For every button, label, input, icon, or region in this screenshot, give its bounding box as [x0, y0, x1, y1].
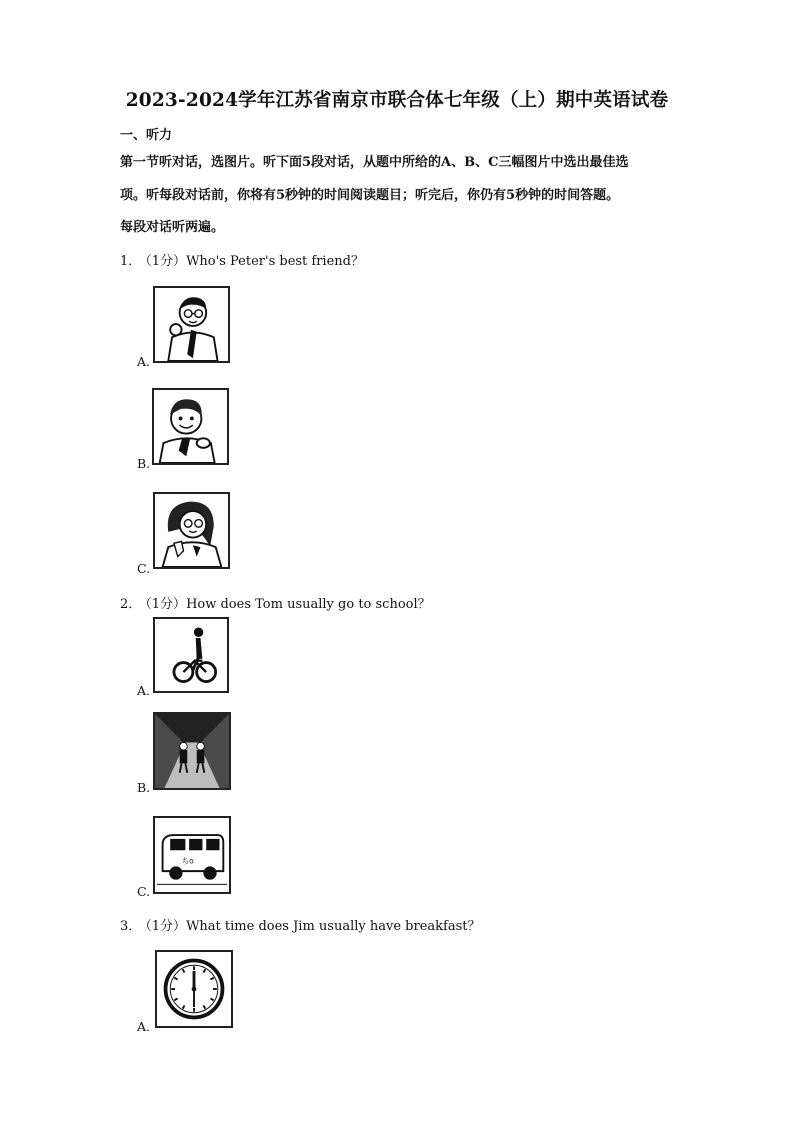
children-walking-icon[interactable]	[153, 712, 231, 790]
svg-text:ちo: ちo	[181, 856, 194, 866]
bicycle-rider-icon[interactable]	[153, 617, 229, 693]
instruction-line-2: 项。听每段对话前，你将有5秒钟的时间阅读题目；听完后，你仍有5秒钟的时间答题。	[120, 188, 620, 203]
question-text: What time does Jim usually have breakfast？	[186, 919, 481, 934]
option-label: B.	[137, 780, 151, 795]
option-label: B.	[137, 456, 151, 471]
question-2	[120, 593, 431, 612]
question-text: Who's Peter's best friend？	[186, 254, 364, 269]
question-score: （1分）	[145, 254, 187, 269]
question-score: （1分）	[145, 919, 187, 934]
question-score: （1分）	[145, 597, 187, 612]
question-1	[120, 250, 364, 269]
instruction-line-3: 每段对话听两遍。	[120, 220, 225, 235]
question-text: How does Tom usually go to school？	[186, 597, 431, 612]
option-label: C.	[137, 561, 151, 576]
question-number: 3．	[120, 919, 142, 934]
question-number: 1．	[120, 254, 142, 269]
section-heading: 一、听力	[120, 128, 173, 143]
question-number: 2．	[120, 597, 142, 612]
question-3	[120, 915, 480, 934]
option-label: A.	[137, 683, 151, 698]
option-label: A.	[137, 354, 151, 369]
smiling-boy-icon[interactable]	[152, 388, 229, 465]
page-title: 2023-2024学年江苏省南京市联合体七年级（上）期中英语试卷	[125, 90, 669, 111]
girl-with-glasses-icon[interactable]	[153, 492, 230, 569]
school-bus-icon[interactable]	[153, 816, 231, 894]
option-label: C.	[137, 884, 151, 899]
clock-icon[interactable]	[155, 950, 233, 1028]
boy-with-glasses-tie-icon[interactable]	[153, 286, 230, 363]
instruction-line-1: 第一节听对话，选图片。听下面5段对话，从题中所给的A、B、C三幅图片中选出最佳选	[120, 155, 629, 170]
option-label: A.	[137, 1019, 151, 1034]
